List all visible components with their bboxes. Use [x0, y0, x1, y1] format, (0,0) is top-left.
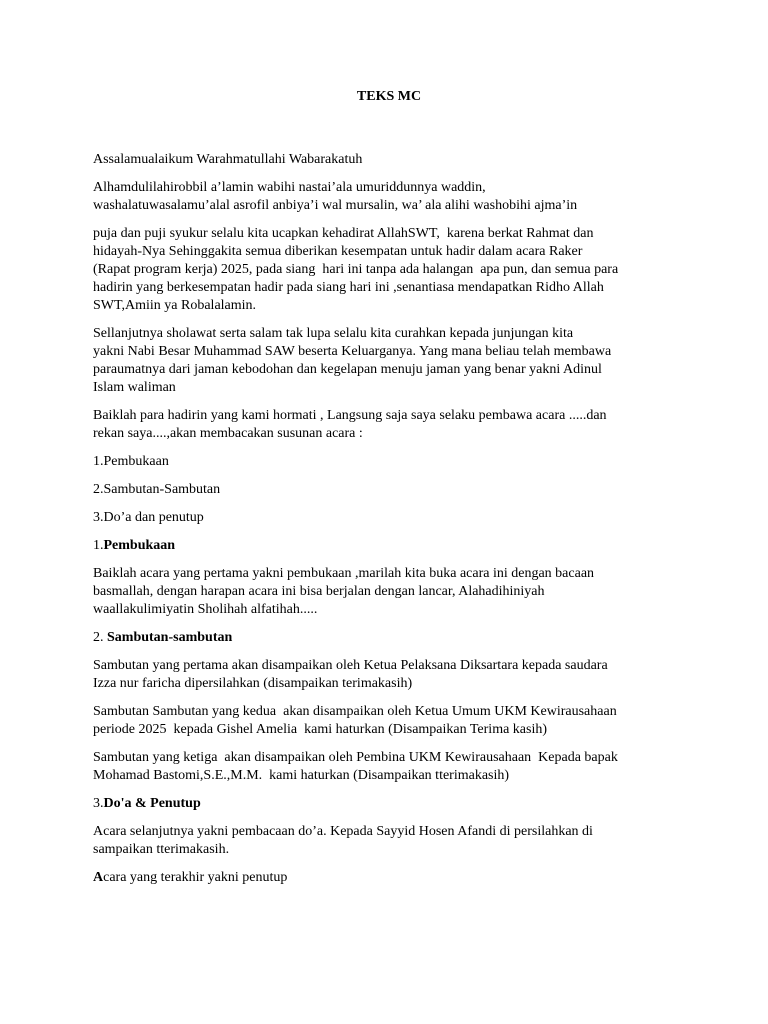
greeting-paragraph: Assalamualaikum Warahmatullahi Wabarakatuh — [93, 152, 363, 167]
agenda-item: 3.Do’a dan penutup — [93, 510, 204, 525]
closing-paragraph — [93, 869, 683, 887]
section-number: 1. — [93, 538, 104, 553]
pembukaan-paragraph: Baiklah acara yang pertama yakni pembukaan ,marilah kita buka acara ini dengan bacaan basmallah, dengan harapan acara ini bisa berjalan dengan lancar, Alahadihiniyah waallakulimiyatin Sholihah alfatihah..... — [93, 566, 595, 617]
section-number: 3. — [93, 796, 104, 811]
intro-paragraph: Baiklah para hadirin yang kami hormati , Langsung saja saya selaku pembawa acara .....dan rekan saya....,akan membacakan susunan acara : — [93, 408, 607, 441]
section-title: Pembukaan — [103, 538, 176, 553]
section-title: Sambutan-sambutan — [107, 630, 233, 645]
section-number: 2. — [93, 630, 107, 645]
section-heading-doa — [93, 795, 683, 813]
agenda-item: 2.Sambutan-Sambutan — [93, 482, 221, 497]
hamdalah-paragraph: Alhamdulilahirobbil a’lamin wabihi nastai’ala umuriddunnya waddin, washalatuwasalamu’alal asrofil anbiya’i wal mursalin, wa’ ala alihi washobihi ajma’in — [93, 180, 578, 213]
section-heading-sambutan — [93, 629, 683, 647]
closing-text: cara yang terakhir yakni penutup — [103, 870, 288, 885]
sholawat-paragraph: Sellanjutnya sholawat serta salam tak lupa selalu kita curahkan kepada junjungan kita yakni Nabi Besar Muhammad SAW beserta Keluarganya. Yang mana beliau telah membawa paraumatnya dari jaman kebodohan dan kegelapan menuju jaman yang benar yakni Adinul Islam waliman — [93, 326, 612, 395]
section-title: Do'a & Penutup — [103, 796, 201, 811]
document-page — [93, 88, 683, 897]
sambutan-paragraph-2: Sambutan Sambutan yang kedua akan disampaikan oleh Ketua Umum UKM Kewirausahaan periode 2025 kepada Gishel Amelia kami haturkan (Disampaikan Terima kasih) — [93, 704, 617, 737]
section-heading-pembukaan — [93, 537, 683, 555]
sambutan-paragraph-3: Sambutan yang ketiga akan disampaikan oleh Pembina UKM Kewirausahaan Kepada bapak Mohamad Bastomi,S.E.,M.M. kami haturkan (Disampaikan tterimakasih) — [93, 750, 618, 783]
sambutan-paragraph-1: Sambutan yang pertama akan disampaikan oleh Ketua Pelaksana Diksartara kepada saudara Izza nur faricha dipersilahkan (disampaikan terimakasih) — [93, 658, 608, 691]
doa-paragraph: Acara selanjutnya yakni pembacaan do’a. Kepada Sayyid Hosen Afandi di persilahkan di sampaikan tterimakasih. — [93, 824, 593, 857]
agenda-list — [93, 453, 683, 527]
document-title: TEKS MC — [356, 89, 422, 104]
agenda-item: 1.Pembukaan — [93, 454, 169, 469]
closing-initial: A — [93, 870, 104, 885]
puja-paragraph: puja dan puji syukur selalu kita ucapkan kehadirat AllahSWT, karena berkat Rahmat dan hidayah-Nya Sehinggakita semua diberikan kesempatan untuk hadir dalam acara Raker (Rapat program kerja) 2025, pada siang hari ini tanpa ada halangan apa pun, dan semua para hadirin yang berkesempatan hadir pada siang hari ini ,senantiasa mendapatkan Ridho Allah SWT,Amiin ya Robalalamin. — [93, 226, 619, 313]
